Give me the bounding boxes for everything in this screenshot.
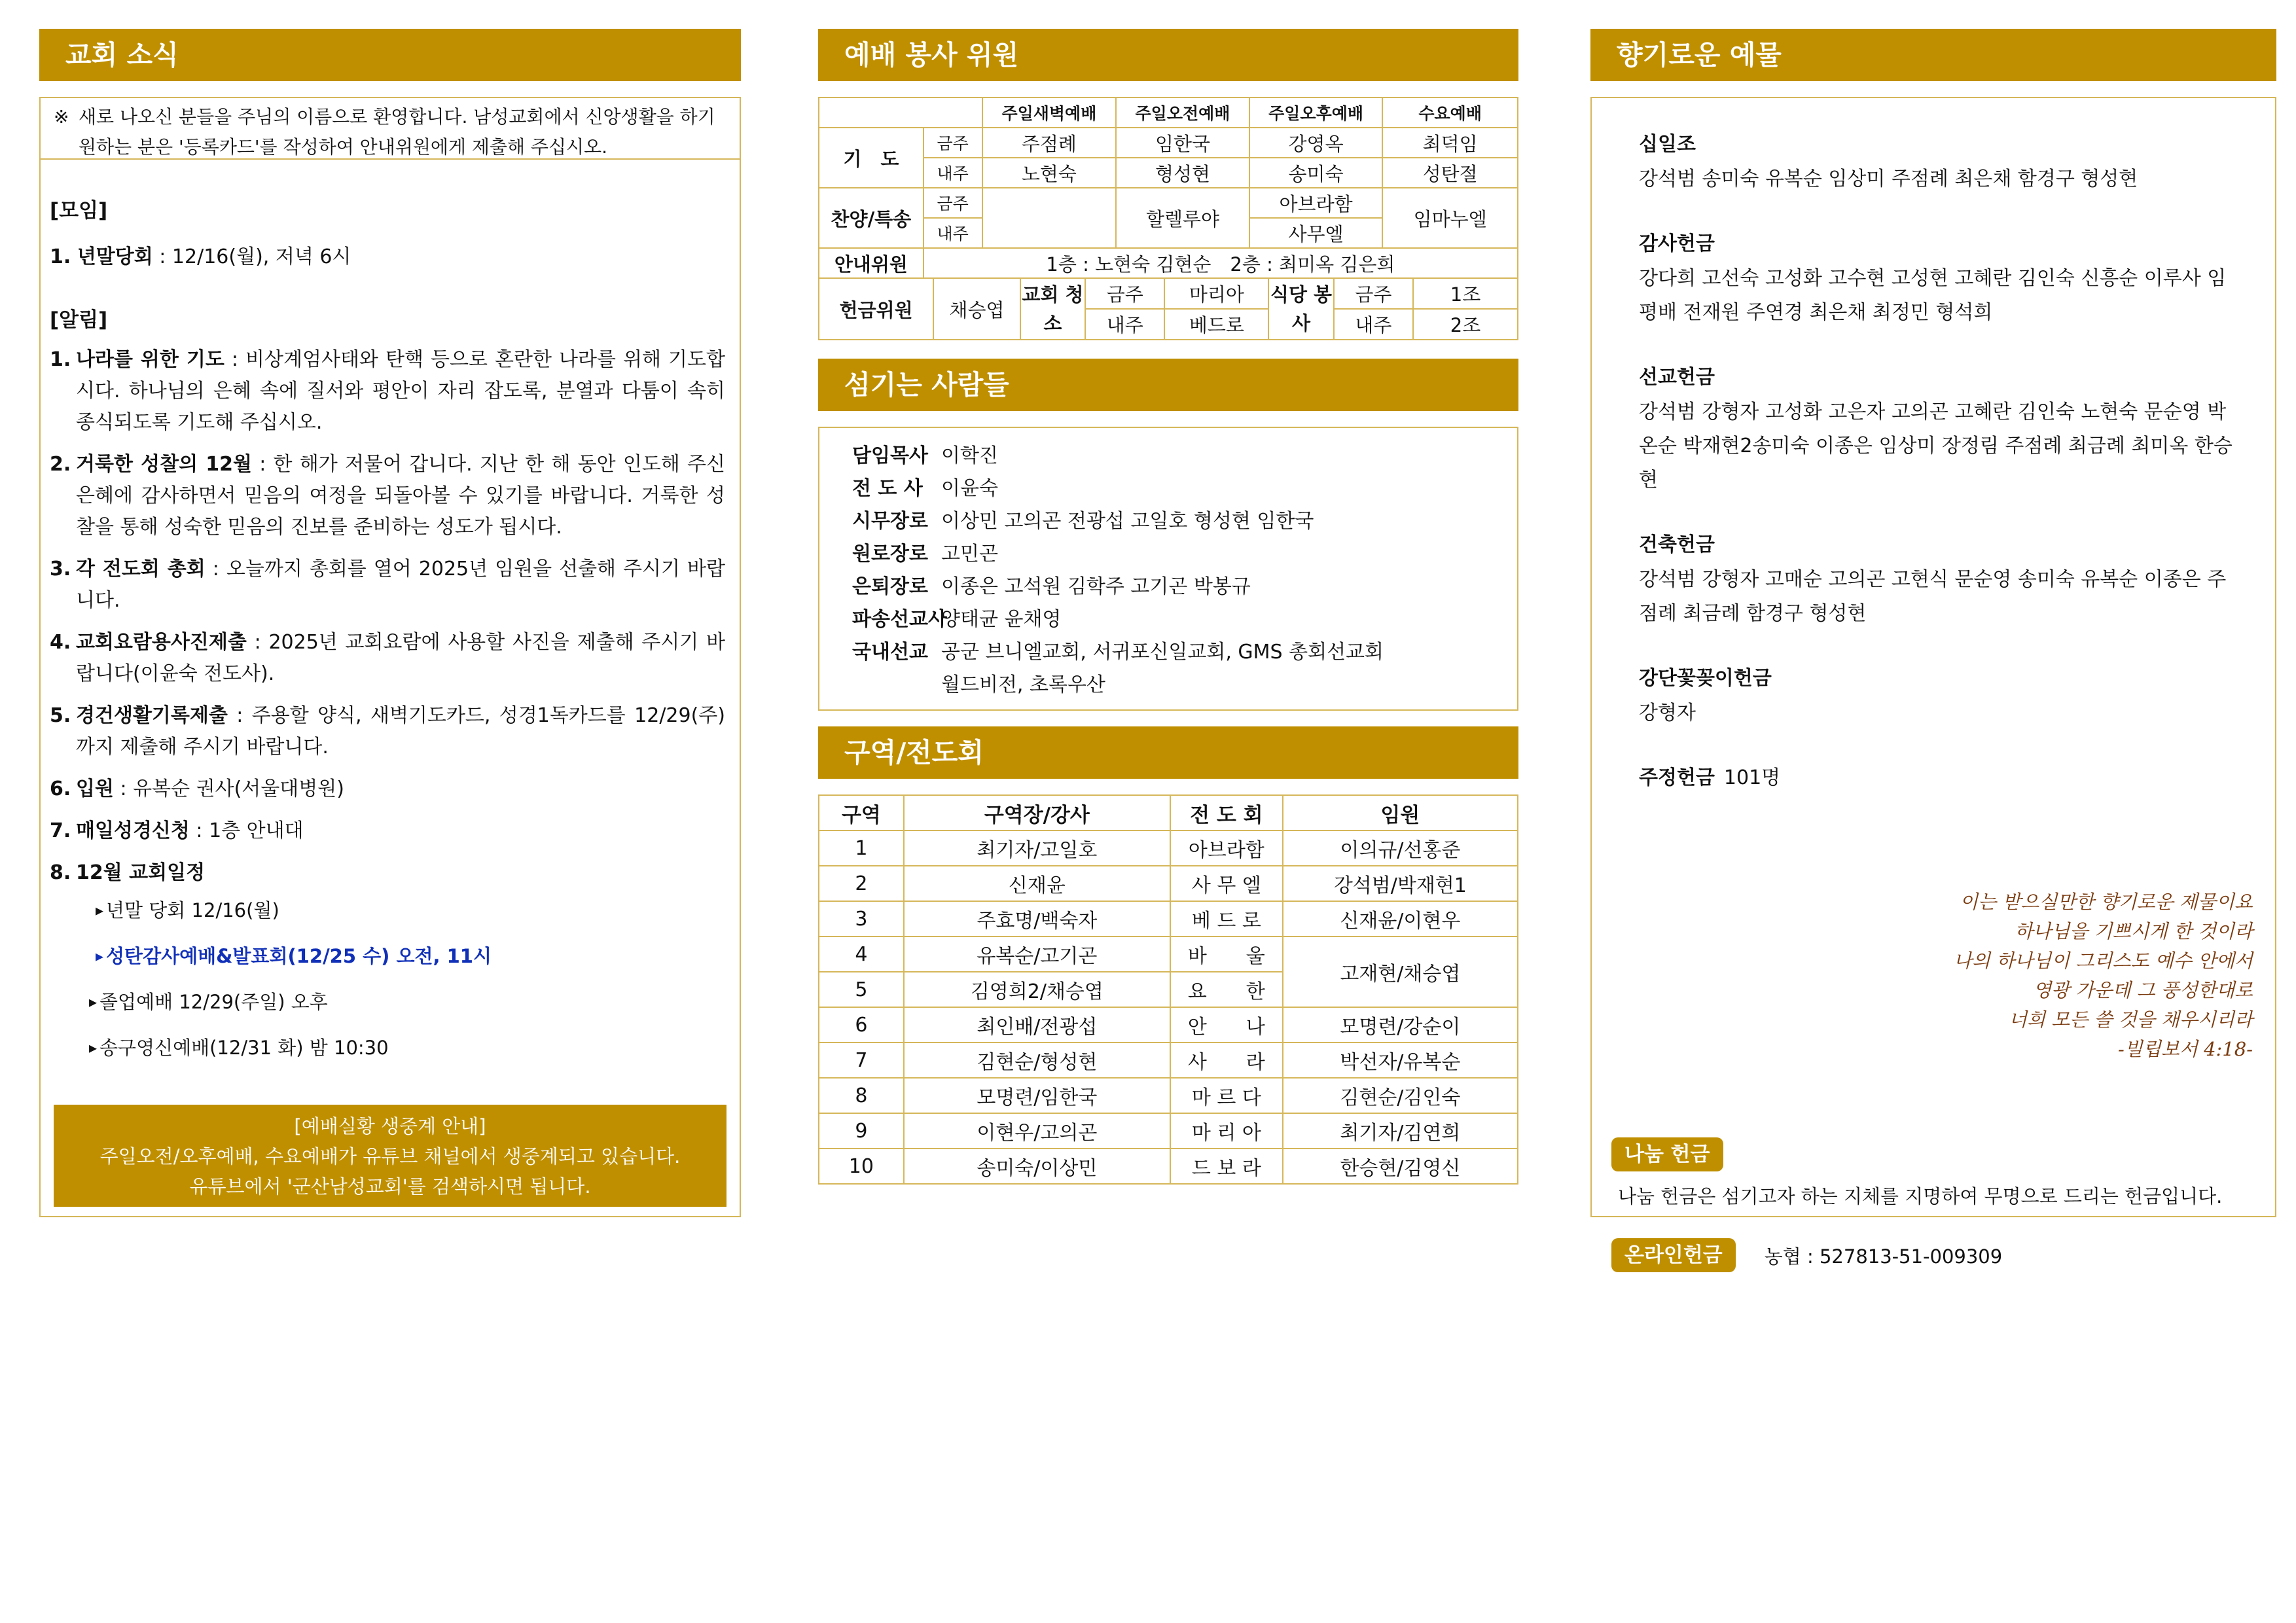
notice-item: 7. 매일성경신청 : 1층 안내대 bbox=[50, 819, 304, 842]
table-row: 6 최인배/전광섭 안 나 모명련/강순이 bbox=[819, 1007, 1518, 1043]
staff-row: 전 도 사 이윤숙 bbox=[852, 477, 998, 500]
cleaning-this-label: 금주 bbox=[1085, 279, 1164, 309]
staff-row: 시무장로 이상민 고의곤 전광섭 고일호 형성현 임한국 bbox=[852, 510, 1314, 533]
staff-row: 파송선교사 양태균 윤채영 bbox=[852, 608, 1062, 631]
service-corner bbox=[819, 98, 982, 128]
offering-label: 헌금위원 bbox=[819, 279, 933, 339]
district-col-leader: 구역장/강사 bbox=[904, 795, 1170, 830]
praise-afternoon-next: 사무엘 bbox=[1249, 218, 1383, 248]
welcome-note-text: 새로 나오신 분들을 주님의 이름으로 환영합니다. 남성교회에서 신앙생활을 하기 원하는 분은 '등록카드'를 작성하여 안내위원에게 제출해 주십시오. bbox=[79, 106, 715, 158]
cleaning-next-label: 내주 bbox=[1085, 309, 1164, 339]
notice-item: 8. 12월 교회일정 ▸ 년말 당회 12/16(월) ▸ 성탄감사예배&발표회(12/25 수) 오전, 11시 ▸ 졸업예배 12/29(주일) 오후 ▸ 송구영신예배(12/31 화) 밤 10:30 bbox=[50, 857, 725, 1076]
service-column bbox=[818, 29, 1518, 1185]
notice-item: 2. 거룩한 성찰의 12월 : 한 해가 저물어 갑니다. 지난 한 해 동안 인도해 주신 은혜에 감사하면서 믿음의 여정을 되돌아볼 수 있기를 바랍니다. 거룩한 성찰을 통해 성숙한 믿음의 진보를 준비하는 성도가 됩시다. bbox=[50, 453, 725, 539]
notice-item: 1. 나라를 위한 기도 : 비상계엄사태와 탄핵 등으로 혼란한 나라를 위해 기도합시다. 하나님의 은혜 속에 질서와 평안이 자리 잡도록, 분열과 다툼이 속히 종식되도록 기도해 주십시오. bbox=[50, 348, 725, 434]
table-row: 9 이현우/고의곤 마 리 아 최기자/김연희 bbox=[819, 1113, 1518, 1149]
cleaning-next: 베드로 bbox=[1164, 309, 1268, 339]
prayer-wednesday-next: 성탄절 bbox=[1382, 158, 1518, 188]
district-table bbox=[818, 794, 1518, 1185]
offerings-header: 향기로운 예물 bbox=[1590, 29, 2276, 81]
meeting-item bbox=[50, 240, 740, 269]
share-offering-badge: 나눔 헌금 bbox=[1611, 1137, 1723, 1171]
online-offering bbox=[1611, 1238, 2002, 1272]
church-news-column bbox=[39, 29, 741, 1217]
col-wednesday: 수요예배 bbox=[1382, 98, 1518, 128]
kitchen-this: 1조 bbox=[1413, 279, 1517, 309]
district-col-officer: 임원 bbox=[1283, 795, 1518, 830]
staff-header: 섬기는 사람들 bbox=[818, 359, 1518, 411]
district-col-no: 구역 bbox=[819, 795, 904, 830]
praise-next-label: 내주 bbox=[924, 218, 982, 248]
december-schedule bbox=[96, 893, 725, 1065]
prayer-dawn-this: 주점례 bbox=[982, 128, 1117, 158]
kitchen-next-label: 내주 bbox=[1334, 309, 1413, 339]
kitchen-label: 식당 봉사 bbox=[1268, 279, 1333, 339]
table-row: 2 신재윤 사 무 엘 강석범/박재현1 bbox=[819, 866, 1518, 901]
schedule-item: ▸ 년말 당회 12/16(월) bbox=[96, 893, 725, 928]
kitchen-this-label: 금주 bbox=[1334, 279, 1413, 309]
praise-dawn bbox=[982, 188, 1117, 248]
col-afternoon: 주일오후예배 bbox=[1249, 98, 1383, 128]
staff-row: 월드비전, 초록우산 bbox=[941, 673, 1105, 696]
praise-this-label: 금주 bbox=[924, 188, 982, 218]
church-news-header: 교회 소식 bbox=[39, 29, 741, 81]
cleaning-label: 교회 청소 bbox=[1020, 279, 1085, 339]
offering-row-table bbox=[819, 279, 1517, 339]
usher-names: 1층 : 노현숙 김현순 2층 : 최미옥 김은희 bbox=[924, 248, 1518, 278]
notice-list bbox=[41, 344, 740, 1076]
notice-item: 4. 교회요람용사진제출 : 2025년 교회요람에 사용할 사진을 제출해 주시기 바랍니다(이윤숙 전도사). bbox=[50, 631, 725, 685]
bank-account: 농협 : 527813-51-009309 bbox=[1764, 1245, 2003, 1268]
praise-morning: 할렐루야 bbox=[1116, 188, 1249, 248]
cleaning-this: 마리아 bbox=[1164, 279, 1268, 309]
praise-wednesday: 임마누엘 bbox=[1382, 188, 1518, 248]
table-row: 7 김현순/형성현 사 라 박선자/유복순 bbox=[819, 1043, 1518, 1078]
offering-name: 채승엽 bbox=[933, 279, 1020, 339]
offering-group-tithe: 십일조 강석범 송미숙 유복순 임상미 주점례 최은채 함경구 형성현 bbox=[1639, 133, 2138, 190]
welcome-note bbox=[41, 98, 740, 160]
district-col-mission: 전 도 회 bbox=[1170, 795, 1283, 830]
prayer-wednesday-this: 최덕임 bbox=[1382, 128, 1518, 158]
share-offering-text: 나눔 헌금은 섬기고자 하는 지체를 지명하여 무명으로 드리는 헌금입니다. bbox=[1618, 1185, 2223, 1207]
prayer-morning-next: 형성현 bbox=[1116, 158, 1249, 188]
meeting-title: 년말당회 bbox=[77, 245, 153, 268]
offering-group-thanks: 감사헌금 강다희 고선숙 고성화 고수현 고성현 고혜란 김인숙 신흥순 이루사 임평배 전재원 주연경 최은채 최정민 형석희 bbox=[1639, 232, 2227, 324]
offering-group-mission: 선교헌금 강석범 강형자 고성화 고은자 고의곤 고혜란 김인숙 노현숙 문순영 박온순 박재현2송미숙 이종은 임상미 장정림 주점례 최금례 최미옥 한승현 bbox=[1639, 366, 2233, 491]
this-week-label: 금주 bbox=[924, 128, 982, 158]
offering-group-building: 건축헌금 강석범 강형자 고매순 고의곤 고현식 문순영 송미숙 유복순 이종은 주점례 최금례 함경구 형성현 bbox=[1639, 533, 2227, 625]
table-row: 1 최기자/고일호 아브라함 이의규/선홍준 bbox=[819, 830, 1518, 866]
usher-label: 안내위원 bbox=[819, 248, 924, 278]
staff-row: 은퇴장로 이종은 고석원 김학주 고기곤 박봉규 bbox=[852, 575, 1251, 598]
service-header: 예배 봉사 위원 bbox=[818, 29, 1518, 81]
schedule-item-highlight: ▸ 성탄감사예배&발표회(12/25 수) 오전, 11시 bbox=[96, 938, 725, 974]
col-morning: 주일오전예배 bbox=[1116, 98, 1249, 128]
offerings-column bbox=[1590, 29, 2276, 1268]
live-stream-notice bbox=[54, 1105, 726, 1207]
kitchen-next: 2조 bbox=[1413, 309, 1517, 339]
online-offering-badge: 온라인헌금 bbox=[1611, 1238, 1736, 1272]
prayer-morning-this: 임한국 bbox=[1116, 128, 1249, 158]
district-header: 구역/전도회 bbox=[818, 726, 1518, 779]
table-row: 5 김영희2/채승엽 요 한 bbox=[819, 972, 1518, 1007]
service-table bbox=[818, 97, 1518, 340]
next-week-label: 내주 bbox=[924, 158, 982, 188]
prayer-afternoon-this: 강영옥 bbox=[1249, 128, 1383, 158]
staff-row: 국내선교 공군 브니엘교회, 서귀포신일교회, GMS 총회선교회 bbox=[852, 641, 1384, 664]
prayer-label: 기 도 bbox=[819, 128, 924, 188]
meeting-text: : 12/16(월), 저녁 6시 bbox=[152, 245, 351, 268]
offerings-box bbox=[1590, 97, 2276, 1268]
staff-row: 원로장로 고민곤 bbox=[852, 543, 998, 565]
meeting-header: [모임] bbox=[50, 199, 108, 223]
meeting-num: 1. bbox=[50, 245, 71, 268]
table-row: 4 유복순/고기곤 바 울 고재현/채승엽 bbox=[819, 936, 1518, 972]
scripture-verse: 이는 받으실만한 향기로운 제물이요 하나님을 기쁘시게 한 것이라 나의 하나님이 그리스도 예수 안에서 영광 가운데 그 풍성한대로 너희 모든 쓸 것을 채우시리라 -빌립보서 4:18- bbox=[1953, 891, 2253, 1060]
live-stream-line1: 주일오전/오후예배, 수요예배가 유튜브 채널에서 생중계되고 있습니다. bbox=[99, 1145, 681, 1168]
notice-item: 3. 각 전도회 총회 : 오늘까지 총회를 열어 2025년 임원을 선출해 주시기 바랍니다. bbox=[50, 558, 725, 612]
schedule-item: ▸ 졸업예배 12/29(주일) 오후 bbox=[89, 984, 725, 1020]
offering-weekly: 주정헌금 101명 bbox=[1639, 766, 1781, 789]
staff-box bbox=[818, 427, 1518, 711]
notice-item: 5. 경건생활기록제출 : 주용할 양식, 새벽기도카드, 성경1독카드를 12/29(주)까지 제출해 주시기 바랍니다. bbox=[50, 704, 725, 758]
church-news-box bbox=[39, 97, 741, 1217]
col-dawn: 주일새벽예배 bbox=[982, 98, 1117, 128]
staff-row: 담임목사 이학진 bbox=[852, 444, 998, 467]
prayer-afternoon-next: 송미숙 bbox=[1249, 158, 1383, 188]
notice-header: [알림] bbox=[50, 308, 108, 332]
praise-afternoon-this: 아브라함 bbox=[1249, 188, 1383, 218]
share-offering bbox=[1611, 1137, 2240, 1209]
notice-item: 6. 입원 : 유복순 권사(서울대병원) bbox=[50, 777, 344, 800]
prayer-dawn-next: 노현숙 bbox=[982, 158, 1117, 188]
reference-mark-icon: ※ bbox=[54, 106, 69, 128]
table-row: 10 송미숙/이상민 드 보 라 한승현/김영신 bbox=[819, 1149, 1518, 1184]
live-stream-title: [예배실황 생중계 안내] bbox=[294, 1115, 486, 1137]
schedule-item: ▸ 송구영신예배(12/31 화) 밤 10:30 bbox=[89, 1030, 725, 1065]
table-row: 3 주효명/백숙자 베 드 로 신재윤/이현우 bbox=[819, 901, 1518, 936]
table-row: 8 모명련/임한국 마 르 다 김현순/김인숙 bbox=[819, 1078, 1518, 1113]
offering-group-flowers: 강단꽃꽂이헌금 강형자 bbox=[1639, 667, 1772, 724]
praise-label: 찬양/특송 bbox=[819, 188, 924, 248]
live-stream-line2: 유튜브에서 '군산남성교회'를 검색하시면 됩니다. bbox=[189, 1175, 591, 1198]
